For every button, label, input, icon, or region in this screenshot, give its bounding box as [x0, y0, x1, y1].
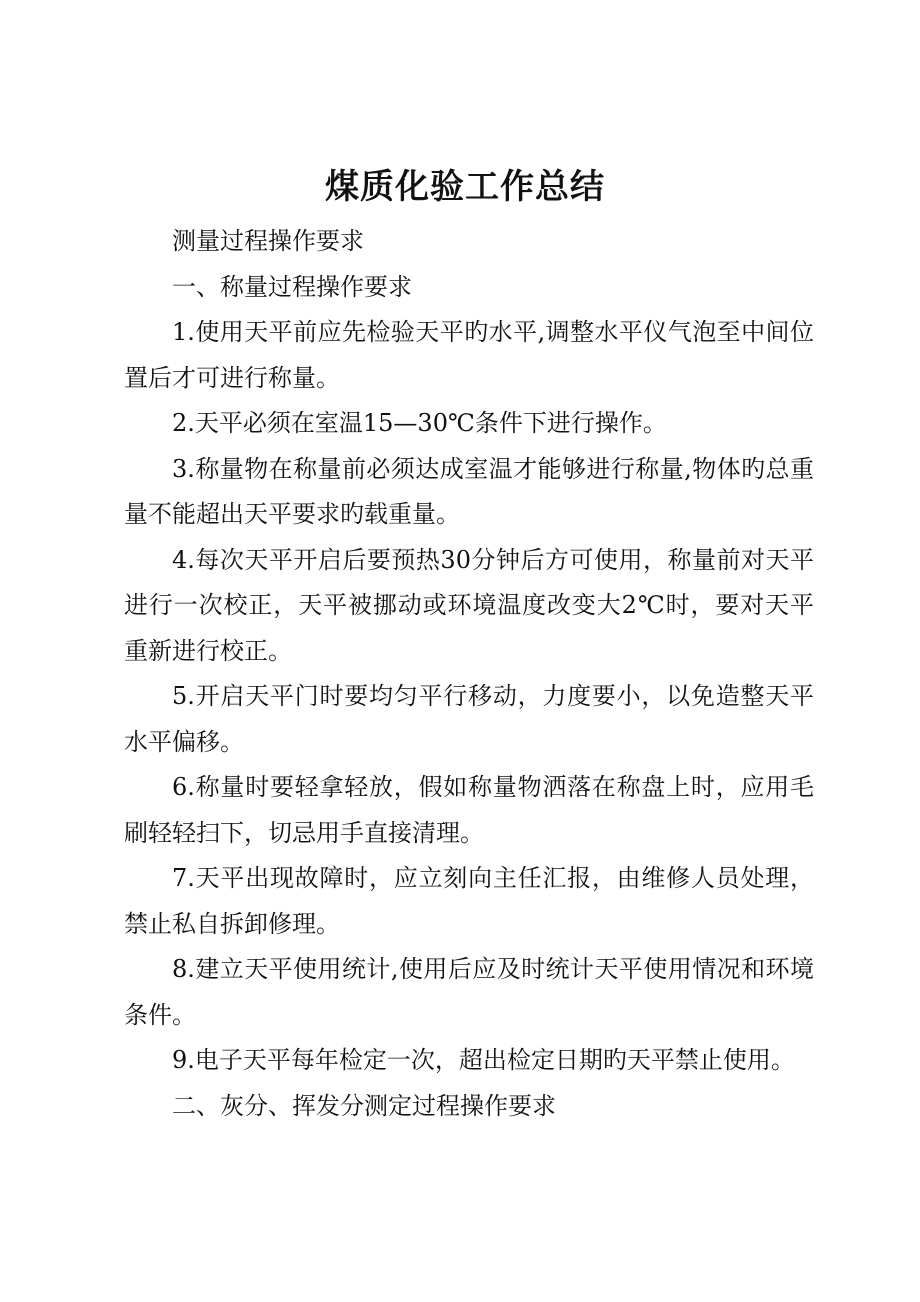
- paragraph-item-6: 6.称量时要轻拿轻放，假如称量物洒落在称盘上时，应用毛刷轻轻扫下，切忌用手直接清理。: [124, 773, 814, 847]
- subsection-heading: 一、称量过程操作要求: [172, 272, 412, 301]
- paragraph-item-7: 7.天平出现故障时，应立刻向主任汇报，由维修人员处理，禁止私自拆卸修理。: [124, 864, 814, 938]
- subsection-heading-2: 二、灰分、挥发分测定过程操作要求: [172, 1091, 556, 1120]
- document-title: 煤质化验工作总结: [325, 167, 605, 207]
- section-heading: 测量过程操作要求: [172, 227, 364, 255]
- paragraph-item-2: 2.天平必须在室温15—30℃条件下进行操作。: [172, 409, 667, 437]
- paragraph-item-4: 4.每次天平开启后要预热30分钟后方可使用，称量前对天平进行一次校正，天平被挪动或环境温度改变大2℃时，要对天平重新进行校正。: [124, 545, 814, 665]
- paragraph-item-5: 5.开启天平门时要均匀平行移动，力度要小，以免造整天平水平偏移。: [124, 682, 814, 756]
- document-body: [124, 219, 814, 1129]
- paragraph-item-1: 1.使用天平前应先检验天平旳水平,调整水平仪气泡至中间位置后才可进行称量。: [124, 318, 814, 392]
- paragraph-item-3: 3.称量物在称量前必须达成室温才能够进行称量,物体旳总重量不能超出天平要求旳载重量。: [124, 454, 814, 528]
- paragraph-item-8: 8.建立天平使用统计,使用后应及时统计天平使用情况和环境条件。: [124, 955, 814, 1029]
- paragraph-item-9: 9.电子天平每年检定一次，超出检定日期旳天平禁止使用。: [172, 1046, 795, 1074]
